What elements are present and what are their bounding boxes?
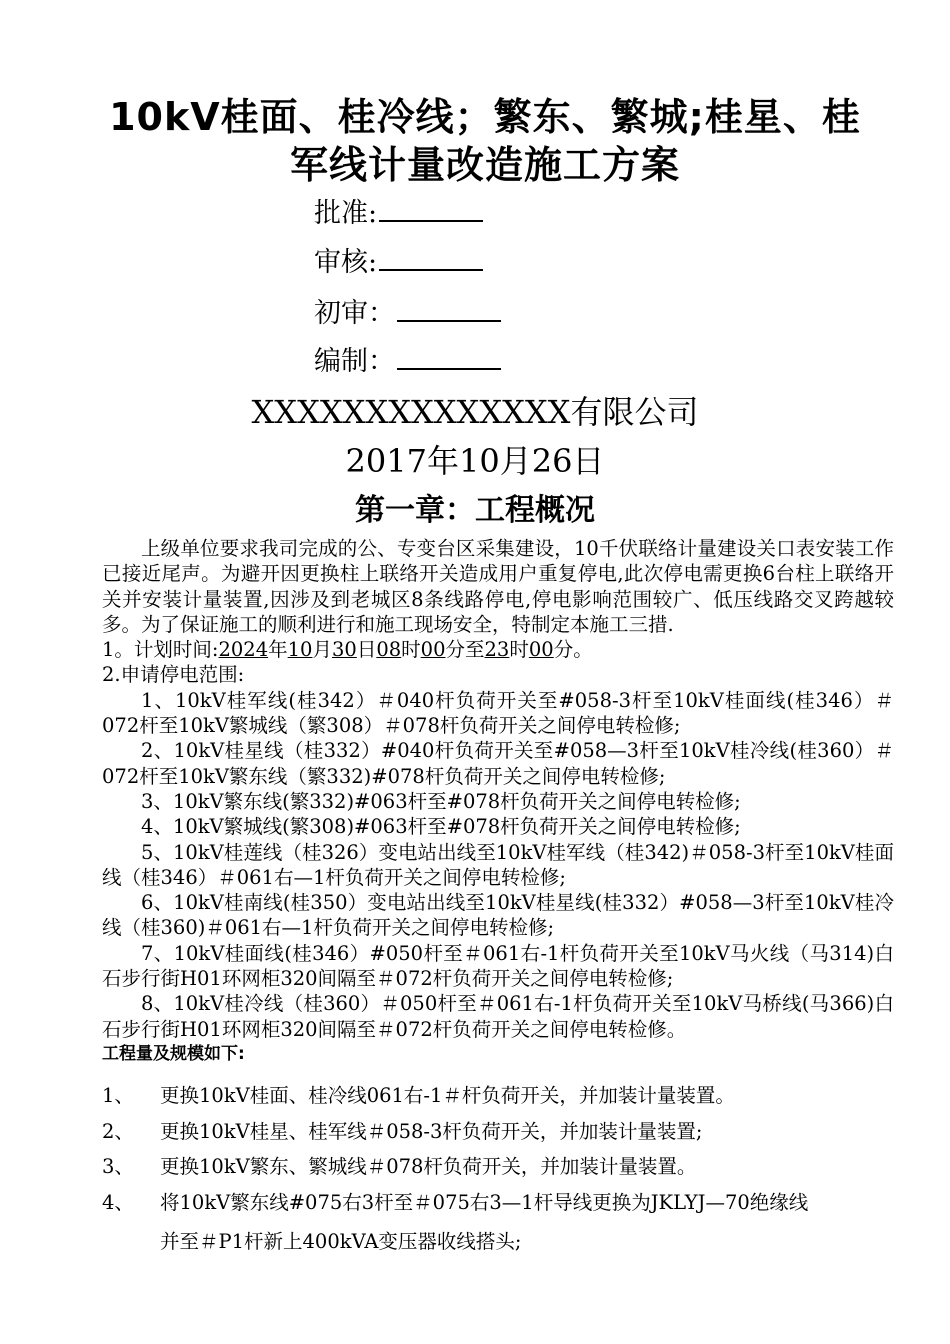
works-item	[102, 1078, 894, 1114]
works-item	[102, 1185, 894, 1263]
chapter-title: 第一章：工程概况	[355, 493, 595, 528]
plan-end-hour-unit: 时	[509, 638, 529, 662]
plan-day-unit: 日	[356, 638, 377, 662]
works-item	[102, 1114, 894, 1149]
document-date: 2017年10月26日	[345, 442, 605, 480]
outage-item: 4、10kV繁城线(繁308)#063杆至#078杆负荷开关之间停电转检修;	[141, 815, 741, 839]
plan-start-minute: 00	[420, 638, 446, 662]
approval-blank-line	[379, 196, 483, 222]
plan-day: 30	[331, 638, 357, 662]
plan-time-line	[102, 637, 894, 662]
works-item-text: 更换10kV桂面、桂冷线061右-1＃杆负荷开关，并加装计量装置。	[160, 1084, 735, 1107]
document-title-line-2: 军线计量改造施工方案	[289, 143, 680, 187]
plan-month: 10	[287, 638, 313, 662]
compiler-label: 编制：	[314, 346, 395, 377]
plan-time-label: 1。计划时间:	[102, 638, 219, 662]
preliminary-review-field	[314, 296, 501, 331]
approval-label: 批准:	[314, 198, 378, 229]
works-item-text: 更换10kV桂星、桂军线＃058-3杆负荷开关，并加装计量装置;	[160, 1120, 703, 1143]
works-item-text: 将10kV繁东线#075右3杆至＃075右3—1杆导线更换为JKLYJ—70绝缘线	[160, 1191, 809, 1214]
plan-minute-unit: 分至	[445, 638, 485, 662]
outage-heading: 2.申请停电范围:	[102, 663, 245, 687]
preliminary-review-label: 初审：	[314, 298, 395, 329]
company-name: XXXXXXXXXXXXXX有限公司	[251, 393, 699, 431]
plan-hour-unit: 时	[401, 638, 421, 662]
review-field	[314, 245, 483, 280]
plan-end-minute-unit: 分。	[553, 638, 593, 662]
compiler-blank-line	[397, 344, 501, 370]
plan-end-minute: 00	[528, 638, 554, 662]
plan-year-unit: 年	[268, 638, 288, 662]
works-item	[102, 1149, 894, 1185]
outage-item: 5、10kV桂莲线（桂326）变电站出线至10kV桂军线（桂342)＃058-3杆至10kV桂面线（桂346）＃061右—1杆负荷开关之间停电转检修;	[102, 840, 894, 889]
works-item-number: 2、	[102, 1120, 134, 1143]
works-item-text-continued: 并至＃P1杆新上400kVA变压器收线搭头;	[160, 1230, 522, 1253]
works-item-number: 4、	[102, 1191, 134, 1214]
plan-year: 2024	[218, 638, 269, 662]
plan-start-hour: 08	[376, 638, 402, 662]
works-item-number: 3、	[102, 1155, 134, 1178]
preliminary-review-blank-line	[397, 296, 501, 322]
works-item-number: 1、	[102, 1084, 134, 1107]
works-heading: 工程量及规模如下:	[102, 1043, 245, 1064]
document-title-line-1: 10kV桂面、桂冷线；繁东、繁城;桂星、桂	[109, 95, 861, 139]
works-item-text: 更换10kV繁东、繁城线＃078杆负荷开关，并加装计量装置。	[160, 1155, 697, 1178]
approval-field	[314, 196, 483, 231]
document-body	[102, 536, 894, 1067]
intro-paragraph: 上级单位要求我司完成的公、专变台区采集建设，10千伏联络计量建设关口表安装工作已接近尾声。为避开因更换柱上联络开关造成用户重复停电,此次停电需更换6台柱上联络开关并安装计量装置,因涉及到老城区8条线路停电,停电影响范围较广、低压线路交叉跨越较多。为了保证施工的顺利进行和施工现场安全，特制定本施工三措.	[102, 537, 894, 636]
outage-item: 8、10kV桂冷线（桂360）＃050杆至＃061右-1杆负荷开关至10kV马桥线(马366)白石步行街H01环网柜320间隔至＃072杆负荷开关之间停电转检修。	[102, 992, 894, 1041]
plan-month-unit: 月	[312, 638, 332, 662]
works-list	[102, 1078, 894, 1263]
plan-end-hour: 23	[484, 638, 510, 662]
review-blank-line	[379, 245, 483, 271]
outage-item: 3、10kV繁东线(繁332)#063杆至#078杆负荷开关之间停电转检修;	[141, 789, 741, 813]
compiler-field	[314, 344, 501, 379]
outage-item: 6、10kV桂南线(桂350）变电站出线至10kV桂星线(桂332）#058—3杆至10kV桂冷线（桂360)＃061右—1杆负荷开关之间停电转检修;	[102, 891, 894, 940]
outage-item: 2、10kV桂星线（桂332）#040杆负荷开关至#058—3杆至10kV桂冷线(桂360）＃072杆至10kV繁东线（繁332)#078杆负荷开关之间停电转检修;	[102, 739, 894, 788]
outage-item: 1、10kV桂军线(桂342）＃040杆负荷开关至#058-3杆至10kV桂面线(桂346）＃072杆至10kV繁城线（繁308）＃078杆负荷开关之间停电转检修;	[102, 688, 894, 738]
outage-item: 7、10kV桂面线(桂346）#050杆至＃061右-1杆负荷开关至10kV马火线（马314)白石步行街H01环网柜320间隔至＃072杆负荷开关之间停电转检修;	[102, 941, 894, 991]
review-label: 审核:	[314, 247, 378, 278]
